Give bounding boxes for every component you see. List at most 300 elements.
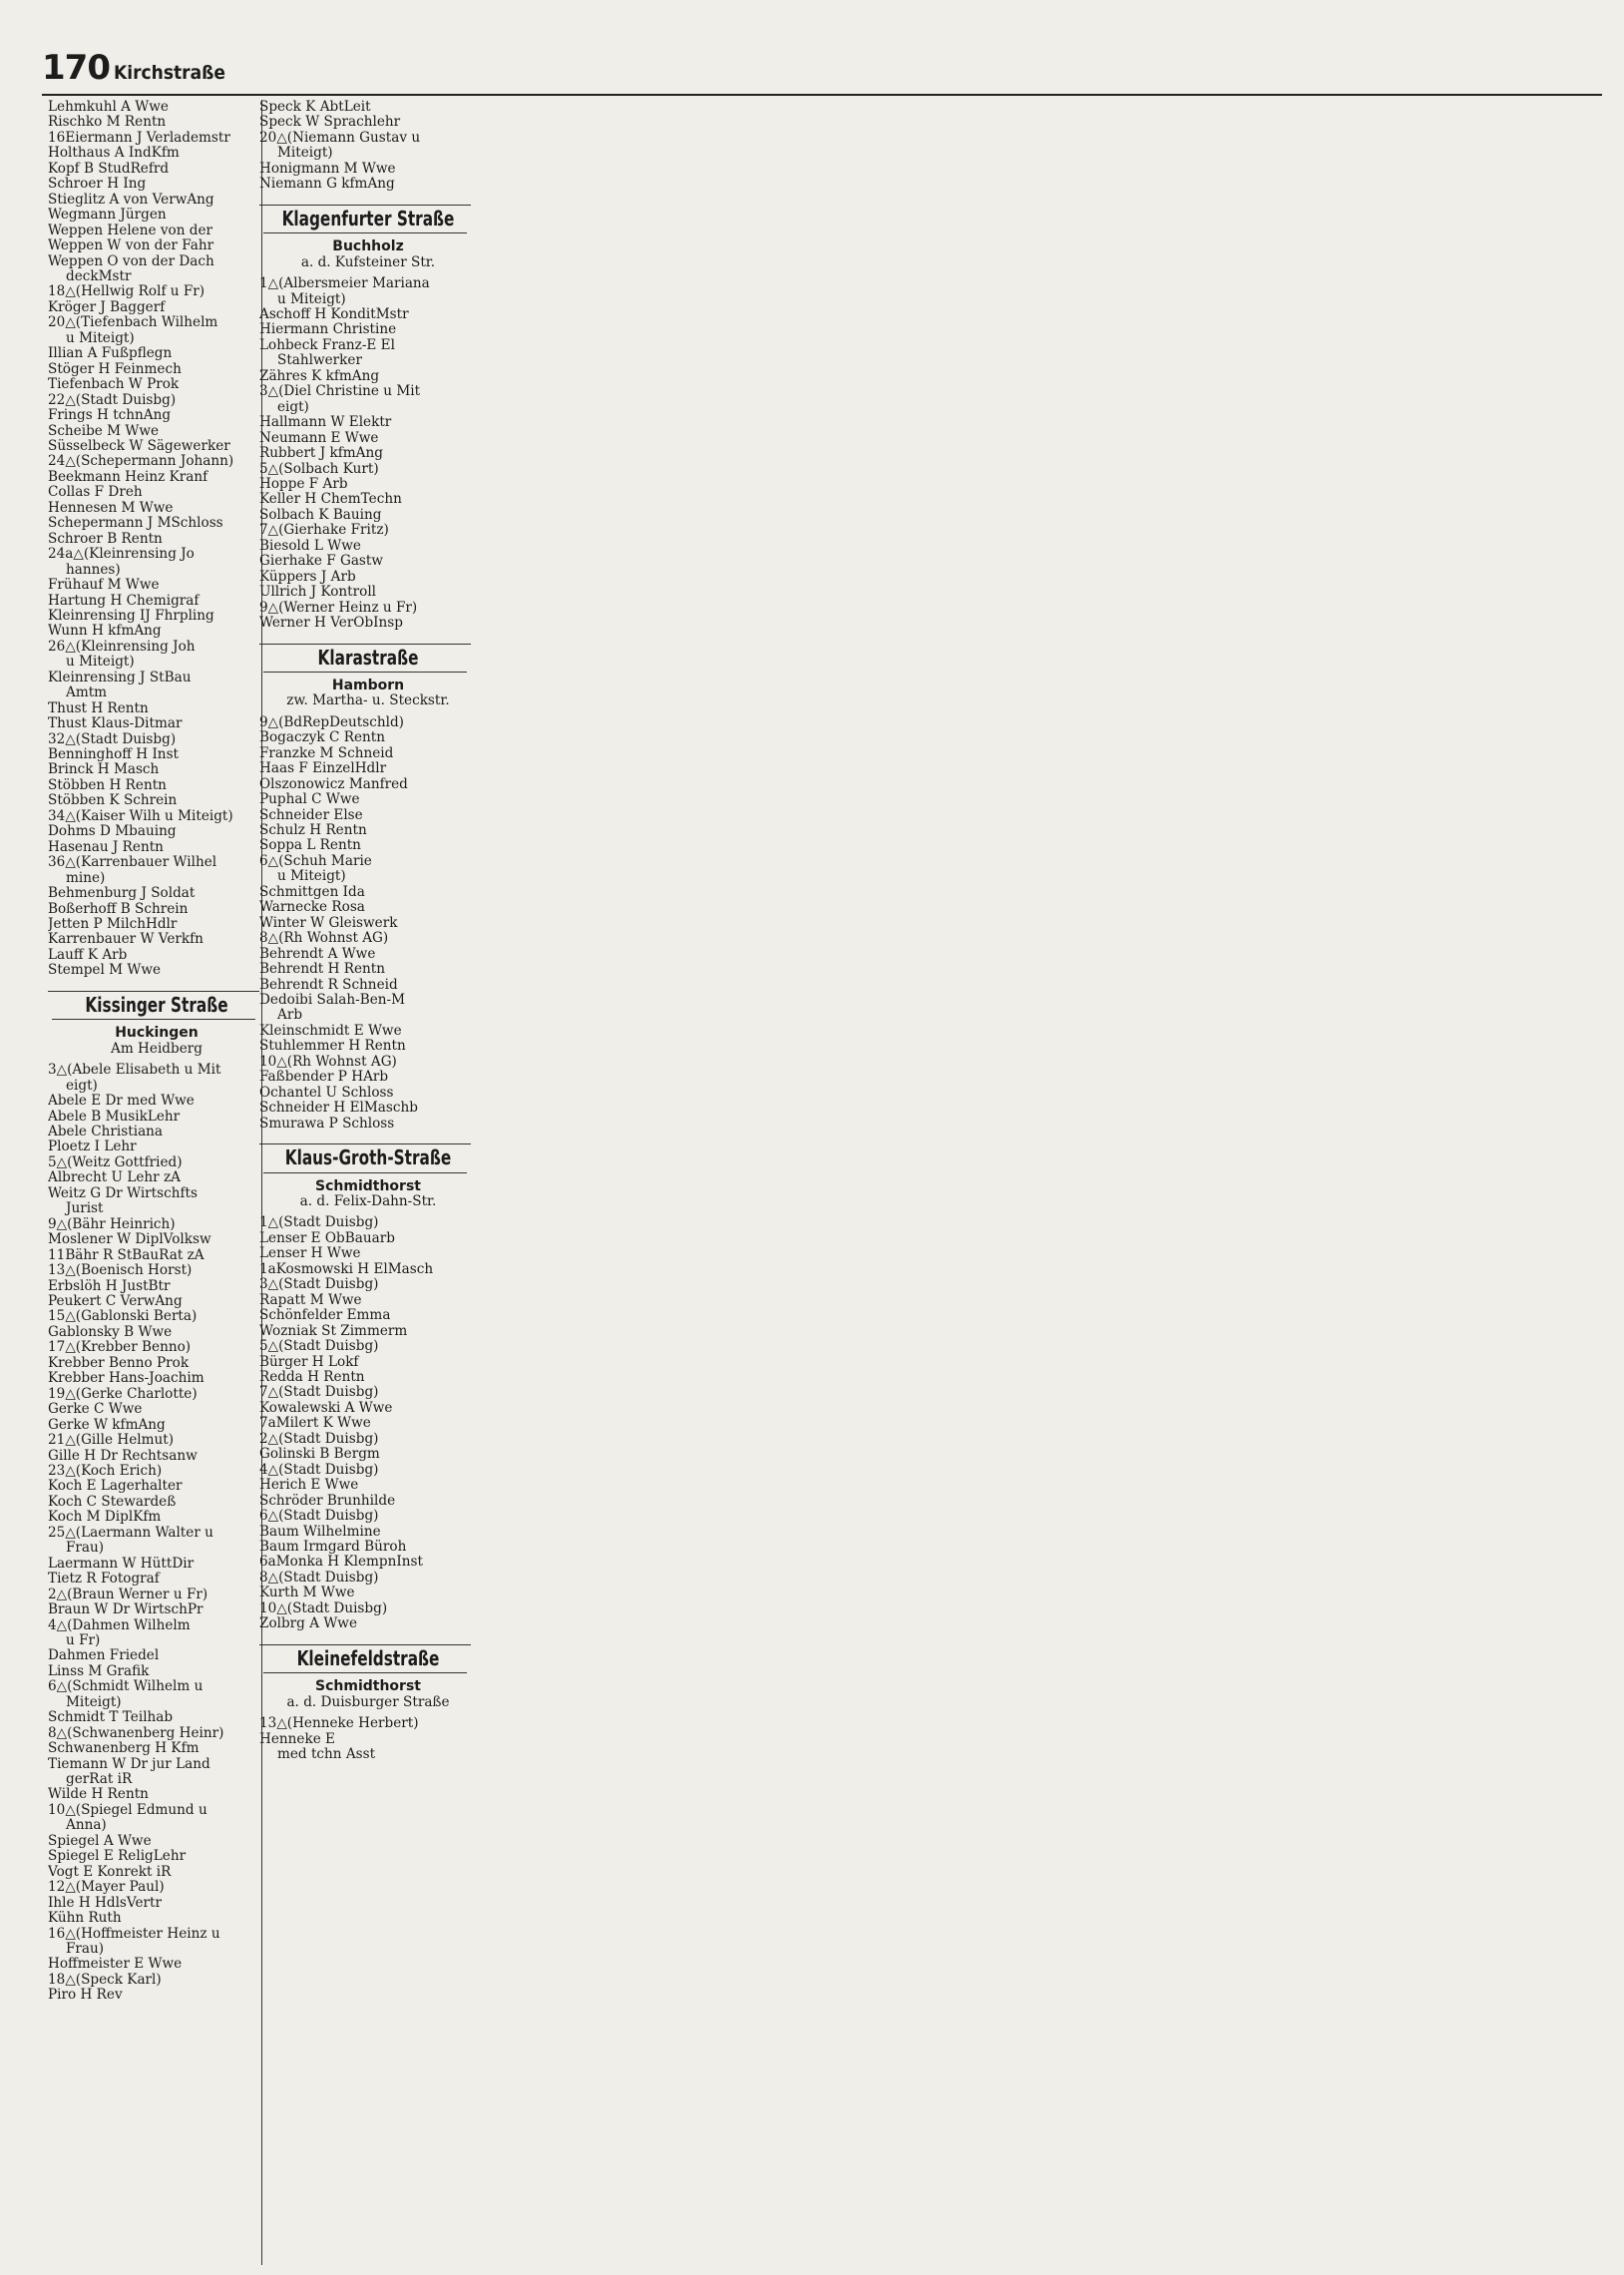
resident-text: △(Rh Wohnst AG) [267,931,389,947]
resident-text: Collas F Dreh [48,485,143,501]
resident-entry [48,1710,265,1725]
resident-text: Kleinschmidt E Wwe [259,1023,402,1039]
resident-text: Golinski B Bergm [259,1447,380,1463]
resident-text: △(Spiegel Edmund u [65,1802,207,1818]
house-number: 2 [48,1587,57,1602]
resident-entry [259,601,477,616]
resident-text: Hennesen M Wwe [48,500,174,516]
section-rule [263,232,467,233]
house-number: 9 [259,600,268,616]
house-number: 1 [259,276,268,292]
resident-text: u Miteigt) [66,330,135,346]
resident-entry [48,1139,265,1154]
resident-text: Miteigt) [277,146,333,162]
resident-entry [48,1371,265,1386]
resident-text: △(Albersmeier Mariana [267,276,430,292]
resident-text: Benninghoff H Inst [48,747,180,763]
house-number: 9 [259,714,268,730]
resident-entry [259,1308,477,1323]
street-name: Kissinger Straße [85,992,228,1017]
resident-text: Zolbrg A Wwe [259,1616,357,1632]
resident-entry [48,1942,265,1957]
resident-text: Jurist [66,1201,104,1217]
resident-text: △(Stadt Duisbg) [267,1462,379,1478]
resident-entry [259,715,477,730]
resident-text: Kosmowski H ElMasch [275,1261,434,1277]
resident-entry [259,554,477,569]
street-section-header [48,991,265,1057]
resident-text: Krebber Hans-Joachim [48,1371,204,1387]
resident-entry [48,1125,265,1139]
resident-entry [48,193,265,208]
resident-text: △(Stadt Duisbg) [267,1509,379,1525]
resident-text: Wunn H kfmAng [48,624,162,640]
district-name: Hamborn [331,677,405,693]
resident-entry [48,532,265,547]
house-number: 24a [48,547,74,563]
resident-text: Koch M DiplKfm [48,1510,162,1526]
house-number: 8 [259,931,268,947]
resident-entry [48,1695,265,1710]
resident-text: Lauff K Arb [48,947,128,963]
resident-text: Schneider H ElMaschb [259,1101,418,1117]
resident-text: Gerke W kfmAng [48,1417,166,1433]
resident-entry [48,824,265,839]
resident-entry [259,539,477,554]
resident-entry [48,1418,265,1433]
resident-text: Gierhake F Gastw [259,554,384,570]
resident-text: Schröder Brunhilde [259,1493,396,1509]
resident-entry [48,439,265,454]
resident-text: △(Schwanenberg Heinr) [56,1725,224,1741]
house-number: 9 [48,1216,57,1232]
resident-text: Hallmann W Elektr [259,415,392,431]
directory-column [48,100,265,2004]
district-name: Schmidthorst [315,1678,421,1695]
resident-entry [259,916,477,931]
resident-text: Kurth M Wwe [259,1586,355,1601]
resident-entry [259,1478,477,1493]
resident-text: Piro H Rev [48,1988,123,2004]
resident-entry [48,516,265,531]
resident-entry [259,1086,477,1101]
resident-entry [259,353,477,368]
resident-entry [259,900,477,915]
resident-text: Behmenburg J Soldat [48,886,196,902]
resident-entry [259,276,477,291]
resident-text: Boßerhoff B Schrein [48,901,189,917]
resident-entry [48,1772,265,1787]
resident-entry [48,1648,265,1663]
section-rule [259,644,471,645]
resident-text: Ploetz I Lehr [48,1139,137,1155]
resident-text: Miteigt) [66,1694,122,1710]
resident-text: Koch E Lagerhalter [48,1479,183,1495]
resident-entry [48,115,265,130]
resident-entry [48,1201,265,1216]
resident-text: Moslener W DiplVolksw [48,1232,211,1248]
resident-text: Ochantel U Schloss [259,1085,394,1101]
resident-text: Krebber Benno Prok [48,1355,190,1371]
resident-text: △(Speck Karl) [65,1972,162,1988]
resident-text: Dohms D Mbauing [48,824,177,840]
resident-entry [48,655,265,670]
resident-text: Schneider Else [259,807,363,823]
resident-entry [48,177,265,192]
house-number: 6 [259,1509,268,1525]
resident-text: Anna) [66,1818,107,1834]
resident-text: Koch C Stewardeß [48,1494,177,1510]
section-rule [48,991,259,992]
resident-entry [259,570,477,585]
house-number: 5 [259,1339,268,1355]
resident-entry [259,508,477,523]
house-number: 6a [259,1555,276,1571]
resident-entry [259,384,477,399]
resident-entry [259,1385,477,1400]
resident-entry [259,177,477,192]
resident-entry [48,1479,265,1494]
page-street-heading: Kirchstraße [113,62,226,84]
resident-entry [48,1803,265,1818]
resident-text: △(Koch Erich) [65,1463,163,1479]
section-rule [263,672,467,673]
resident-text: Bähr R StBauRat zA [65,1247,204,1263]
house-number: 15 [48,1309,66,1325]
resident-entry [259,292,477,307]
resident-entry [48,809,265,824]
resident-text: Laermann W HüttDir [48,1556,195,1572]
resident-text: △(Tiefenbach Wilhelm [65,315,218,331]
resident-text: Stieglitz A von VerwAng [48,192,214,208]
street-location-note: Am Heidberg [111,1040,203,1057]
resident-entry [48,1679,265,1694]
house-number: 19 [48,1386,66,1402]
resident-entry [48,840,265,855]
resident-entry [48,1927,265,1942]
street-section [259,205,477,632]
resident-entry [48,254,265,269]
resident-entry [48,269,265,284]
resident-text: Tiemann W Dr jur Land [48,1756,210,1772]
resident-entry [48,932,265,947]
resident-entry [259,1055,477,1070]
resident-entry [259,1732,477,1747]
resident-entry [259,1355,477,1370]
house-number: 20 [48,315,66,331]
house-number: 16 [48,1926,66,1942]
resident-entry [48,1402,265,1417]
resident-text: Redda H Rentn [259,1369,365,1385]
resident-entry [48,609,265,624]
house-number: 20 [259,130,277,146]
resident-entry [48,578,265,593]
resident-text: △(Kleinrensing Joh [65,639,196,655]
resident-entry [259,1401,477,1416]
house-number: 6 [48,1679,57,1695]
resident-entry [48,1110,265,1125]
house-number: 1a [259,1261,276,1277]
resident-entry [48,793,265,808]
resident-entry [259,1231,477,1246]
resident-text: Illian A Fußpflegn [48,346,173,362]
resident-text: △(Dahmen Wilhelm [56,1617,191,1633]
resident-text: △(Mayer Paul) [65,1880,165,1896]
resident-text: Frühauf M Wwe [48,578,160,594]
resident-text: △(Kleinrensing Jo [73,547,195,563]
resident-entry [259,1509,477,1524]
resident-text: Tietz R Fotograf [48,1572,160,1588]
resident-text: △(Rh Wohnst AG) [276,1054,397,1070]
resident-entry [48,1279,265,1294]
resident-text: Kröger J Baggerf [48,299,166,315]
resident-entry [48,501,265,516]
resident-text: Peukert C VerwAng [48,1293,183,1309]
resident-entry [259,993,477,1008]
street-section-header [259,644,477,709]
resident-entry [48,1340,265,1355]
resident-text: u Miteigt) [277,291,346,307]
resident-text: med tchn Asst [277,1746,376,1762]
district-name: Schmidthorst [315,1177,421,1194]
street-section-header [259,1644,477,1710]
resident-entry [48,963,265,978]
resident-text: Dedoibi Salah-Ben-M [259,993,406,1009]
page-number: 170 [42,48,110,88]
resident-entry [48,902,265,917]
resident-text: △(Schmidt Wilhelm u [56,1679,203,1695]
house-number: 18 [48,1972,66,1988]
resident-text: Aschoff H KonditMstr [259,306,409,322]
directory-column [259,100,477,1762]
resident-entry [48,331,265,346]
resident-entry [259,338,477,353]
resident-entry [48,362,265,377]
resident-text: △(Gerke Charlotte) [65,1386,198,1402]
resident-text: eigt) [66,1078,98,1094]
resident-text: Winter W Gleiswerk [259,915,398,931]
resident-entry [48,315,265,330]
resident-text: Rapatt M Wwe [259,1292,362,1308]
resident-entry [48,100,265,115]
house-number: 32 [48,731,66,747]
resident-text: Lenser E ObBauarb [259,1230,395,1246]
resident-text: Schroer B Rentn [48,531,163,547]
house-number: 3 [259,1277,268,1293]
resident-entry [259,462,477,477]
resident-text: Scheibe M Wwe [48,423,160,439]
resident-entry [48,1787,265,1802]
resident-entry [259,947,477,962]
resident-text: Kowalewski A Wwe [259,1400,393,1416]
resident-text: Milert K Wwe [275,1416,371,1432]
resident-entry [48,1079,265,1094]
resident-entry [48,1726,265,1741]
resident-text: u Miteigt) [66,655,135,671]
resident-entry [48,917,265,932]
resident-entry [48,1155,265,1170]
resident-text: Biesold L Wwe [259,538,361,554]
resident-text: △(Diel Christine u Mit [267,384,421,400]
resident-text: △(Abele Elisabeth u Mit [56,1063,221,1079]
resident-text: Monka H KlempnInst [275,1555,423,1571]
resident-text: Beekmann Heinz Kranf [48,469,208,485]
resident-text: △(Stadt Duisbg) [65,392,177,408]
resident-text: Neumann E Wwe [259,430,379,446]
resident-entry [48,1248,265,1263]
house-number: 10 [259,1600,277,1616]
resident-entry [259,761,477,776]
resident-entry [48,238,265,253]
header-rule [42,94,1602,96]
resident-text: △(Gille Helmut) [65,1433,174,1449]
resident-entry [259,585,477,600]
resident-text: △(Weitz Gottfried) [56,1154,183,1170]
resident-entry [48,871,265,886]
resident-entry [259,307,477,322]
resident-entry [259,400,477,415]
resident-text: Stöbben K Schrein [48,793,178,809]
resident-text: Lenser H Wwe [259,1246,361,1262]
resident-text: eigt) [277,399,309,415]
resident-entry [48,1633,265,1648]
street-location-note: zw. Martha- u. Steckstr. [286,692,450,709]
resident-entry [259,492,477,507]
resident-entry [259,1525,477,1540]
resident-entry [48,1911,265,1926]
resident-text: Behrendt H Rentn [259,962,386,978]
resident-entry [259,131,477,146]
street-section [48,991,265,2004]
resident-entry [48,424,265,439]
street-name: Klarastraße [317,645,419,670]
resident-entry [48,300,265,315]
resident-entry [259,854,477,869]
resident-entry [48,778,265,793]
house-number: 11 [48,1247,66,1263]
resident-text: Spiegel A Wwe [48,1833,152,1849]
resident-text: Speck K AbtLeit [259,100,371,115]
resident-entry [259,1747,477,1762]
resident-entry [48,671,265,685]
resident-text: △(Stadt Duisbg) [276,1600,388,1616]
resident-entry [48,1818,265,1833]
resident-entry [48,1880,265,1895]
resident-entry [259,730,477,745]
resident-entry [48,146,265,161]
resident-text: Werner H VerObInsp [259,616,403,632]
resident-text: Olszonowicz Manfred [259,776,408,792]
section-rule [263,1672,467,1673]
resident-text: Frings H tchnAng [48,408,172,424]
resident-entry [48,701,265,716]
resident-text: Vogt E Konrekt iR [48,1864,172,1880]
resident-entry [259,1246,477,1261]
resident-entry [48,470,265,485]
resident-text: Lohbeck Franz-E El [259,337,395,353]
resident-text: △(Hellwig Rolf u Fr) [65,284,205,300]
resident-text: Süsselbeck W Sägewerker [48,438,230,454]
resident-text: Gille H Dr Rechtsanw [48,1448,198,1464]
resident-text: Kleinrensing IJ Fhrpling [48,608,214,624]
resident-entry [48,393,265,408]
resident-entry [259,446,477,461]
resident-entry [259,100,477,115]
resident-text: Abele B MusikLehr [48,1109,181,1125]
resident-entry [259,962,477,977]
resident-text: Abele E Dr med Wwe [48,1094,195,1110]
section-rule [259,1143,471,1144]
resident-entry [48,747,265,762]
resident-entry [48,284,265,299]
resident-text: Brinck H Masch [48,762,160,778]
resident-text: Arb [277,1008,303,1024]
resident-entry [48,1957,265,1972]
resident-text: Frau) [66,1541,105,1557]
resident-entry [48,1541,265,1556]
resident-text: △(Boenisch Horst) [65,1263,193,1279]
resident-text: Wozniak St Zimmerm [259,1323,408,1339]
resident-text: △(Niemann Gustav u [276,130,421,146]
resident-entry [48,1217,265,1232]
resident-text: Albrecht U Lehr zA [48,1170,181,1186]
resident-entry [48,1309,265,1324]
house-number: 8 [259,1570,268,1586]
resident-text: Schmidt T Teilhab [48,1710,174,1726]
street-section-header [259,1143,477,1209]
resident-entry [259,792,477,807]
resident-text: Stöger H Feinmech [48,361,182,377]
resident-entry [48,1433,265,1448]
resident-text: Baum Irmgard Büroh [259,1539,407,1555]
resident-text: Stöbben H Rentn [48,777,167,793]
resident-text: Behrendt R Schneid [259,977,398,993]
resident-text: Speck W Sprachlehr [259,115,401,131]
resident-entry [259,1101,477,1116]
resident-text: Stahlwerker [277,353,362,369]
resident-entry [48,131,265,146]
house-number: 34 [48,808,66,824]
resident-entry [259,115,477,130]
resident-entry [48,1186,265,1201]
resident-text: Rischko M Rentn [48,115,167,131]
resident-entry [259,1324,477,1339]
house-number: 25 [48,1525,66,1541]
resident-text: Holthaus A IndKfm [48,146,180,162]
resident-text: mine) [66,870,106,886]
resident-entry [48,1664,265,1679]
resident-entry [259,1416,477,1431]
resident-entry [259,1586,477,1600]
resident-entry [48,640,265,655]
resident-entry [48,1510,265,1525]
street-section [259,644,477,1133]
resident-text: △(Hoffmeister Heinz u [65,1926,220,1942]
resident-entry [48,716,265,731]
house-number: 6 [259,853,268,869]
street-location-note: a. d. Kufsteiner Str. [300,253,436,270]
resident-text: Behrendt A Wwe [259,946,376,962]
resident-text: Abele Christiana [48,1125,164,1139]
resident-entry [48,1572,265,1587]
resident-text: Weppen Helene von der [48,223,213,238]
resident-text: Hoppe F Arb [259,476,348,492]
house-number: 36 [48,855,66,871]
resident-text: Baum Wilhelmine [259,1524,381,1540]
resident-entry [48,1325,265,1340]
resident-text: deckMstr [66,268,132,284]
resident-text: Amtm [66,685,108,701]
